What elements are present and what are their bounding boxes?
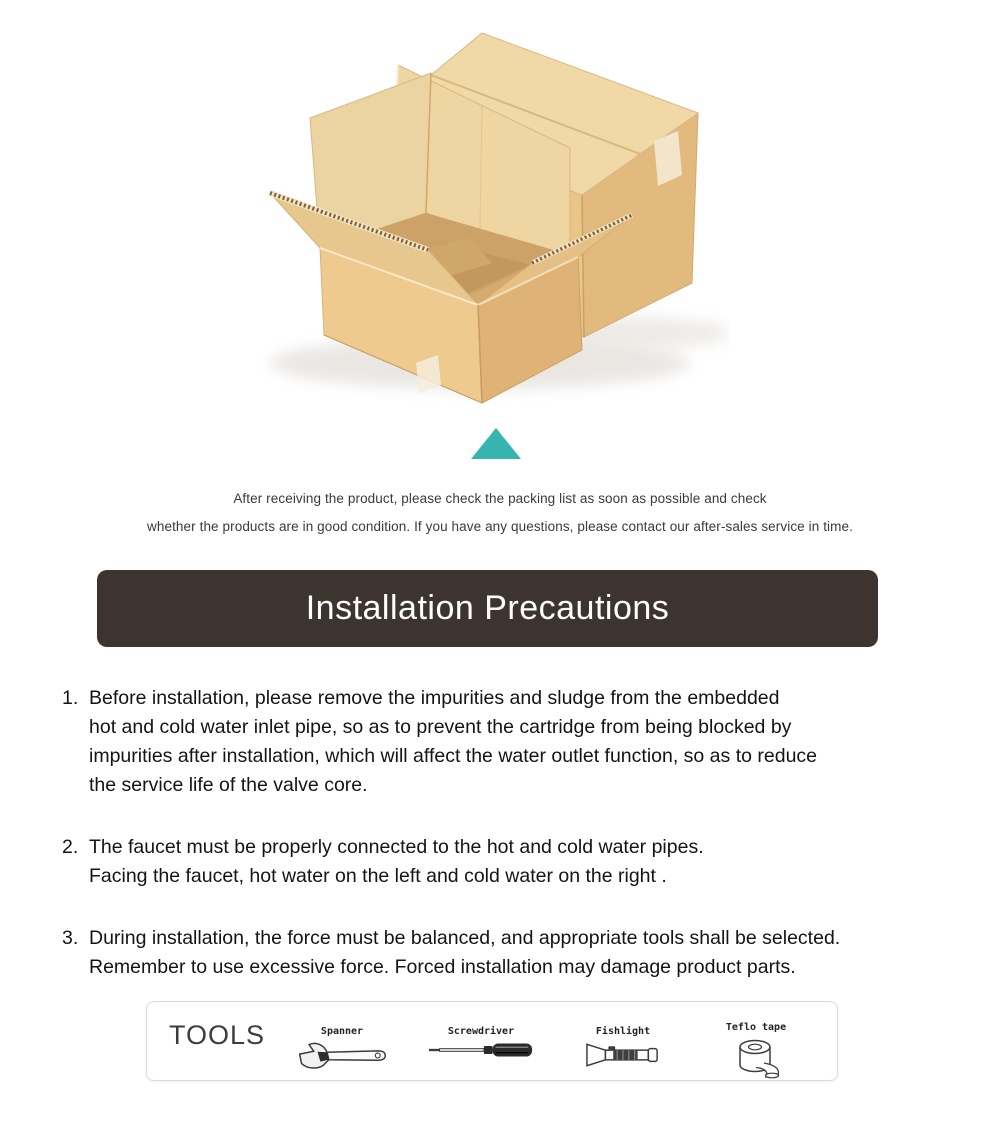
tool-name: Teflo tape <box>725 1022 787 1033</box>
intro-text <box>0 485 1000 541</box>
item-text <box>89 833 704 891</box>
section-title-banner <box>97 570 878 647</box>
item-line: the service life of the valve core. <box>89 774 368 796</box>
tool-name: Screwdriver <box>447 1026 515 1037</box>
item-line: During installation, the force must be balanced, and appropriate tools shall be selected. <box>89 927 841 949</box>
tools-label: TOOLS <box>169 1020 266 1050</box>
item-text <box>89 924 840 982</box>
item-line: Remember to use excessive force. Forced installation may damage product parts. <box>89 956 796 978</box>
tool-item-tape <box>691 1022 821 1080</box>
tool-item-spanner <box>277 1026 407 1072</box>
section-title: Installation Precautions <box>305 589 670 627</box>
tool-name: Spanner <box>320 1026 364 1037</box>
precaution-item-1 <box>62 684 962 800</box>
tape-icon <box>728 1036 784 1080</box>
flashlight-icon <box>584 1040 662 1070</box>
tool-item-screwdriver <box>416 1026 546 1060</box>
item-line: The faucet must be properly connected to the hot and cold water pipes. <box>89 836 704 858</box>
item-number: 3. <box>62 927 79 949</box>
item-line: hot and cold water inlet pipe, so as to prevent the cartridge from being blocked by <box>89 716 792 738</box>
item-line: Facing the faucet, hot water on the left and cold water on the right . <box>89 865 667 887</box>
screwdriver-icon <box>428 1040 534 1060</box>
precaution-item-3 <box>62 924 962 982</box>
cardboard-boxes-photo <box>230 5 730 410</box>
precaution-item-2 <box>62 833 962 891</box>
intro-line-1: After receiving the product, please check the packing list as soon as possible and check <box>233 491 767 506</box>
item-line: impurities after installation, which will affect the water outlet function, so as to reduce <box>89 745 818 767</box>
tool-item-flashlight <box>558 1026 688 1070</box>
item-number: 1. <box>62 687 79 709</box>
boxes-illustration <box>230 5 730 410</box>
precautions-list <box>62 684 962 1015</box>
item-number: 2. <box>62 836 79 858</box>
up-triangle-icon <box>471 428 521 459</box>
item-text <box>89 684 817 800</box>
item-line: Before installation, please remove the impurities and sludge from the embedded <box>89 687 780 709</box>
tools-panel <box>146 1001 838 1081</box>
tool-name: Fishlight <box>595 1026 651 1037</box>
intro-line-2: whether the products are in good condition. If you have any questions, please contact our after-sales service in time. <box>147 519 853 534</box>
spanner-icon <box>294 1040 390 1072</box>
